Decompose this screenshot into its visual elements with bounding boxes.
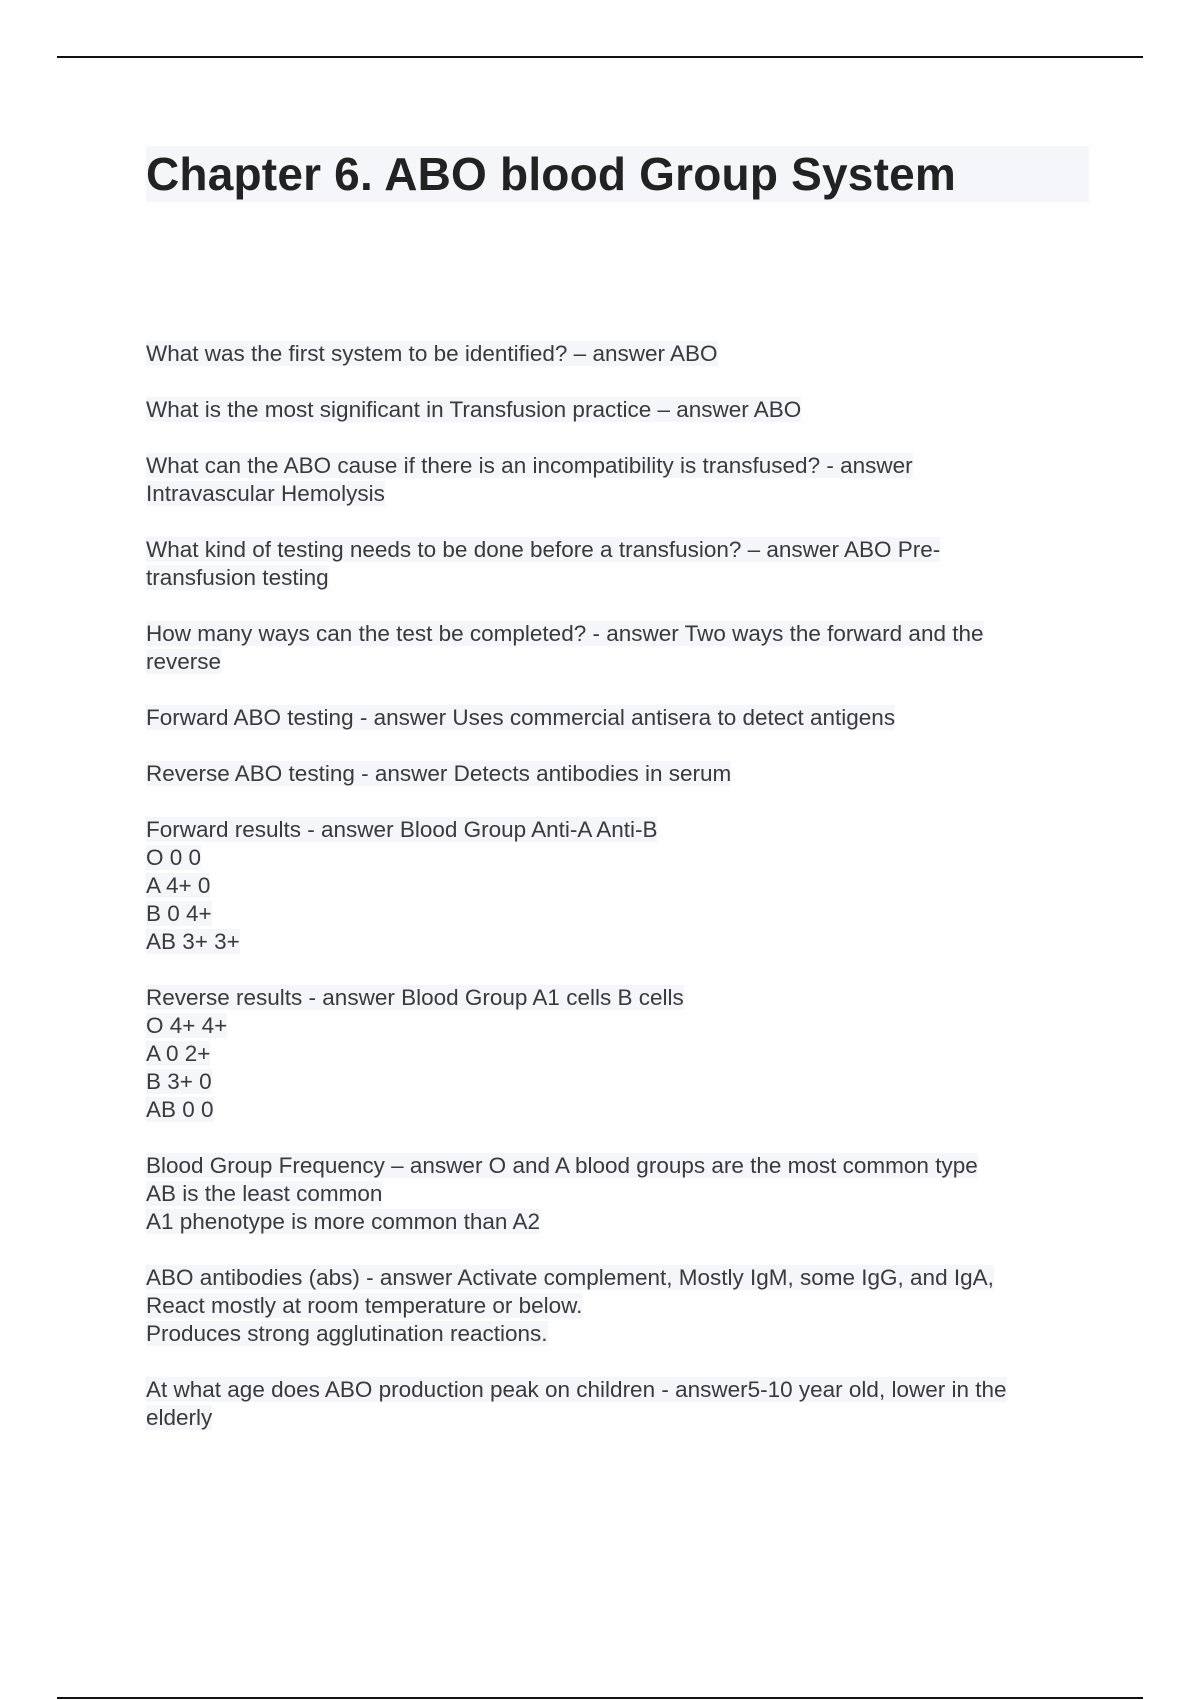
- qa-answer-line: [146, 1068, 1106, 1096]
- qa-answer-line: [146, 480, 1106, 508]
- qa-line-text: B 3+ 0: [146, 1069, 212, 1094]
- qa-entry: [146, 452, 1106, 508]
- title-block: [146, 146, 1089, 202]
- qa-question-line: [146, 620, 1106, 648]
- qa-line-text: A 4+ 0: [146, 873, 211, 898]
- qa-question-line: [146, 396, 1106, 424]
- qa-answer-line: [146, 564, 1106, 592]
- qa-line-text: What is the most significant in Transfusion practice – answer ABO: [146, 397, 802, 422]
- qa-entry: [146, 984, 1106, 1124]
- qa-entry: [146, 1264, 1106, 1348]
- qa-answer-line: [146, 1012, 1106, 1040]
- qa-line-text: Reverse results - answer Blood Group A1 cells B cells: [146, 985, 684, 1010]
- qa-line-text: Blood Group Frequency – answer O and A blood groups are the most common type: [146, 1153, 978, 1178]
- qa-question-line: [146, 1376, 1106, 1404]
- qa-line-text: Intravascular Hemolysis: [146, 481, 385, 506]
- qa-line-text: Forward ABO testing - answer Uses commercial antisera to detect antigens: [146, 705, 896, 730]
- qa-line-text: AB 0 0: [146, 1097, 214, 1122]
- qa-question-line: [146, 1152, 1106, 1180]
- qa-question-line: [146, 1264, 1106, 1292]
- qa-answer-line: [146, 1320, 1106, 1348]
- qa-line-text: What was the first system to be identified? – answer ABO: [146, 341, 718, 366]
- qa-line-text: A 0 2+: [146, 1041, 211, 1066]
- qa-list: [146, 340, 1106, 1460]
- qa-line-text: reverse: [146, 649, 222, 674]
- qa-question-line: [146, 452, 1106, 480]
- qa-entry: [146, 704, 1106, 732]
- qa-answer-line: [146, 1180, 1106, 1208]
- bottom-rule: [57, 1697, 1143, 1699]
- qa-question-line: [146, 760, 1106, 788]
- qa-question-line: [146, 340, 1106, 368]
- qa-answer-line: [146, 928, 1106, 956]
- qa-answer-line: [146, 1208, 1106, 1236]
- qa-entry: [146, 1152, 1106, 1236]
- qa-answer-line: [146, 900, 1106, 928]
- qa-line-text: How many ways can the test be completed? - answer Two ways the forward and the: [146, 621, 984, 646]
- qa-line-text: A1 phenotype is more common than A2: [146, 1209, 540, 1234]
- qa-line-text: React mostly at room temperature or below.: [146, 1293, 583, 1318]
- qa-line-text: At what age does ABO production peak on children - answer5-10 year old, lower in the: [146, 1377, 1007, 1402]
- qa-entry: [146, 1376, 1106, 1432]
- qa-answer-line: [146, 872, 1106, 900]
- qa-line-text: B 0 4+: [146, 901, 212, 926]
- qa-question-line: [146, 984, 1106, 1012]
- qa-entry: [146, 536, 1106, 592]
- qa-line-text: elderly: [146, 1405, 213, 1430]
- qa-answer-line: [146, 1404, 1106, 1432]
- qa-answer-line: [146, 648, 1106, 676]
- qa-question-line: [146, 704, 1106, 732]
- qa-line-text: O 0 0: [146, 845, 202, 870]
- qa-line-text: AB is the least common: [146, 1181, 383, 1206]
- qa-line-text: transfusion testing: [146, 565, 329, 590]
- qa-line-text: AB 3+ 3+: [146, 929, 240, 954]
- qa-line-text: What kind of testing needs to be done before a transfusion? – answer ABO Pre-: [146, 537, 941, 562]
- qa-line-text: What can the ABO cause if there is an incompatibility is transfused? - answer: [146, 453, 913, 478]
- qa-answer-line: [146, 1040, 1106, 1068]
- qa-line-text: Forward results - answer Blood Group Anti-A Anti-B: [146, 817, 658, 842]
- qa-answer-line: [146, 844, 1106, 872]
- qa-entry: [146, 620, 1106, 676]
- qa-answer-line: [146, 1096, 1106, 1124]
- top-rule: [57, 56, 1143, 58]
- qa-entry: [146, 396, 1106, 424]
- qa-entry: [146, 760, 1106, 788]
- qa-line-text: ABO antibodies (abs) - answer Activate complement, Mostly IgM, some IgG, and IgA,: [146, 1265, 994, 1290]
- qa-line-text: Produces strong agglutination reactions.: [146, 1321, 548, 1346]
- qa-line-text: Reverse ABO testing - answer Detects antibodies in serum: [146, 761, 732, 786]
- qa-entry: [146, 816, 1106, 956]
- qa-entry: [146, 340, 1106, 368]
- qa-answer-line: [146, 1292, 1106, 1320]
- qa-question-line: [146, 816, 1106, 844]
- qa-question-line: [146, 536, 1106, 564]
- qa-line-text: O 4+ 4+: [146, 1013, 228, 1038]
- page-title: Chapter 6. ABO blood Group System: [146, 148, 956, 200]
